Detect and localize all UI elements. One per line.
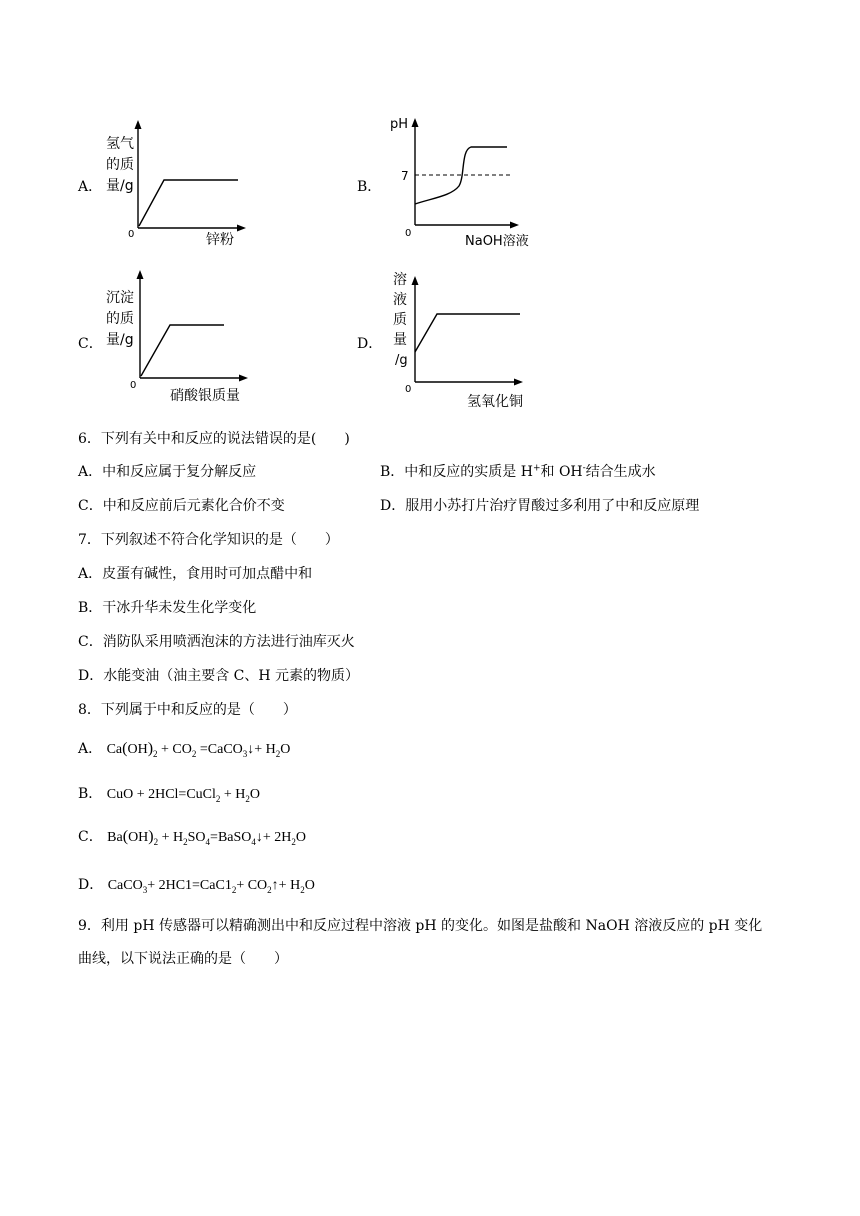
option-b-label: B．: [357, 179, 382, 195]
ylabel-line-4: 量: [393, 332, 407, 348]
q8-option-a: A． $Ca(OH)_2 + CO_2$ =CaCO$_3$↓+ $H_2O$: [78, 740, 291, 759]
x-axis-arrow: [237, 225, 246, 232]
graph-b: [385, 110, 545, 252]
q8-option-d: D． CaCO$_3$+ $2HC1=CaC1_2+$ $CO_2↑+ H_2O$: [78, 877, 315, 895]
ylabel-line-1: 氢气: [106, 136, 134, 152]
q7-option-d: D．水能变油（油主要含 C、H 元素的物质）: [78, 668, 360, 684]
q7-stem: 7．下列叙述不符合化学知识的是（ ）: [78, 532, 339, 548]
graph-a: [98, 118, 258, 253]
graph-c: [98, 266, 258, 408]
q6-option-b: B．中和反应的实质是 H+和 OH-结合生成水: [380, 463, 656, 480]
ylabel-line-5: /g: [395, 353, 408, 368]
ylabel-line-2: 液: [393, 292, 407, 308]
formula-b: CuO + 2HCl=CuCl$_2$ + $H_2O$: [106, 787, 261, 804]
ylabel-line-2: 的质: [106, 157, 134, 173]
ylabel: pH: [390, 117, 409, 132]
curve: [139, 180, 238, 226]
origin-label: 0: [405, 384, 412, 395]
x-axis-arrow: [514, 379, 523, 386]
q6-option-c: C．中和反应前后元素化合价不变: [78, 498, 285, 514]
ylabel-line-1: 沉淀: [106, 290, 134, 306]
curve: [141, 325, 224, 376]
tick-7: 7: [401, 169, 409, 183]
formula-a: $Ca(OH)_2 + CO_2$ =CaCO$_3$↓+ $H_2O$: [106, 740, 291, 759]
y-axis-arrow: [412, 118, 419, 127]
q8-option-b: B． CuO + 2HCl=CuCl$_2$ + $H_2O$: [78, 786, 261, 804]
ylabel-line-3: 量/g: [106, 178, 134, 194]
q6-option-a: A．中和反应属于复分解反应: [78, 464, 257, 480]
xlabel: 硝酸银质量: [170, 388, 240, 404]
formula-c: $Ba(OH)_2$ + $H_2SO_4=BaSO_4↓+ 2H_2O$: [107, 828, 307, 847]
q7-option-b: B．干冰升华未发生化学变化: [78, 600, 257, 616]
ylabel-line-3: 质: [393, 312, 407, 328]
q6-option-d: D．服用小苏打片治疗胃酸过多利用了中和反应原理: [380, 498, 700, 514]
origin-label: 0: [405, 228, 412, 239]
formula-d: CaCO$_3$+ $2HC1=CaC1_2+$ $CO_2↑+ H_2O$: [107, 878, 315, 895]
option-c-label: C．: [78, 336, 103, 352]
xlabel: 锌粉: [206, 232, 234, 248]
x-axis-arrow: [510, 222, 519, 229]
curve: [415, 314, 520, 352]
graph-d: [385, 268, 545, 414]
q8-option-c: C． $Ba(OH)_2$ + $H_2SO_4=BaSO_4↓+ 2H_2O$: [78, 828, 307, 847]
ylabel-line-1: 溶: [393, 272, 407, 288]
y-axis-arrow: [137, 270, 144, 279]
q6-stem: 6．下列有关中和反应的说法错误的是( ): [78, 431, 350, 447]
q7-option-c: C．消防队采用喷洒泡沫的方法进行油库灭火: [78, 634, 355, 650]
q9-line-1: 9．利用 pH 传感器可以精确测出中和反应过程中溶液 pH 的变化。如图是盐酸和 NaOH 溶液反应的 pH 变化: [78, 918, 763, 934]
option-d-label: D．: [357, 336, 383, 352]
q9-line-2: 曲线，以下说法正确的是（ ）: [78, 951, 288, 967]
origin-label: 0: [128, 229, 135, 240]
q7-option-a: A．皮蛋有碱性，食用时可加点醋中和: [78, 566, 313, 582]
ylabel-line-2: 的质: [106, 311, 134, 327]
xlabel: 氢氧化铜: [467, 394, 523, 410]
ylabel-line-3: 量/g: [106, 332, 134, 348]
x-axis-arrow: [239, 375, 248, 382]
origin-label: 0: [130, 380, 137, 391]
q8-stem: 8．下列属于中和反应的是（ ）: [78, 702, 297, 718]
y-axis-arrow: [135, 120, 142, 129]
option-a-label: A．: [78, 179, 103, 195]
xlabel: NaOH溶液: [465, 234, 529, 249]
y-axis-arrow: [412, 276, 419, 285]
